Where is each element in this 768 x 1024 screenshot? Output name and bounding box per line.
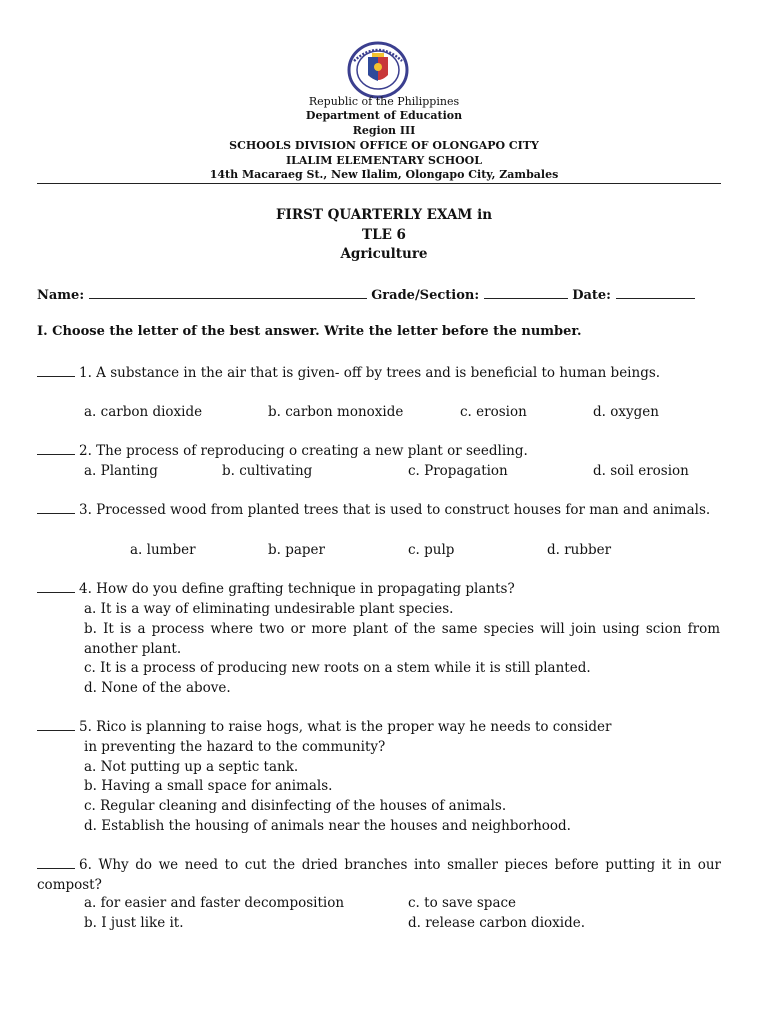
question-4 [37, 580, 721, 600]
exam-subject: TLE 6 [362, 227, 406, 243]
q3-option-c: c. pulp [408, 542, 455, 558]
q5-option-c: c. Regular cleaning and disinfecting of the houses of animals. [84, 798, 507, 814]
exam-area: Agriculture [340, 246, 428, 262]
question-6-text: 6. Why do we need to cut the dried branches into smaller pieces before putting it in our compost? [37, 857, 721, 893]
q6-option-d: d. release carbon dioxide. [408, 915, 585, 931]
q1-option-d: d. oxygen [593, 404, 659, 420]
q4-option-c: c. It is a process of producing new roots on a stem while it is still planted. [84, 660, 591, 676]
q2-option-c: c. Propagation [408, 463, 508, 479]
question-5 [37, 718, 721, 738]
name-label: Name: [37, 288, 85, 303]
q2-option-a: a. Planting [84, 463, 158, 479]
deped-seal-icon [346, 41, 410, 99]
grade-section-field[interactable] [484, 286, 568, 299]
instructions: I. Choose the letter of the best answer. Write the letter before the number. [37, 324, 582, 339]
question-1-text: 1. A substance in the air that is given- off by trees and is beneficial to human beings. [79, 365, 661, 381]
q4-option-a: a. It is a way of eliminating undesirable plant species. [84, 601, 454, 617]
header-region: Region III [352, 124, 416, 137]
question-5-text-cont: in preventing the hazard to the community? [84, 739, 386, 755]
date-label: Date: [572, 288, 611, 303]
q2-option-d: d. soil erosion [593, 463, 689, 479]
question-3 [37, 501, 721, 521]
q6-option-c: c. to save space [408, 895, 517, 911]
header-republic: Republic of the Philippines [308, 95, 460, 108]
header-divider [37, 183, 721, 184]
grade-section-label: Grade/Section: [371, 288, 480, 303]
question-2-text: 2. The process of reproducing o creating a new plant or seedling. [79, 443, 528, 459]
question-1 [37, 364, 721, 384]
header-division: SCHOOLS DIVISION OFFICE OF OLONGAPO CITY [229, 139, 539, 152]
name-field[interactable] [89, 286, 367, 299]
q4-option-b: b. It is a process where two or more plant of the same species will join using scion from another plant. [84, 621, 720, 657]
q1-option-b: b. carbon monoxide [268, 404, 404, 420]
q3-option-d: d. rubber [547, 542, 612, 558]
exam-title: FIRST QUARTERLY EXAM in [275, 207, 493, 223]
q1-option-a: a. carbon dioxide [84, 404, 203, 420]
question-4-text: 4. How do you define grafting technique in propagating plants? [79, 581, 515, 597]
answer-blank-4[interactable] [37, 580, 75, 593]
q1-option-c: c. erosion [460, 404, 527, 420]
header-school: ILALIM ELEMENTARY SCHOOL [285, 154, 482, 167]
q6-option-b: b. I just like it. [84, 915, 184, 931]
question-2 [37, 442, 721, 462]
answer-blank-5[interactable] [37, 718, 75, 731]
q3-option-a: a. lumber [130, 542, 196, 558]
student-info-line [37, 286, 721, 303]
answer-blank-1[interactable] [37, 364, 75, 377]
q5-option-d: d. Establish the housing of animals near the houses and neighborhood. [84, 818, 571, 834]
question-6 [37, 856, 721, 895]
q5-option-a: a. Not putting up a septic tank. [84, 759, 299, 775]
header-department: Department of Education [305, 109, 463, 122]
q5-option-b: b. Having a small space for animals. [84, 778, 333, 794]
q4-option-d: d. None of the above. [84, 680, 231, 696]
answer-blank-6[interactable] [37, 856, 75, 869]
answer-blank-2[interactable] [37, 442, 75, 455]
q6-option-a: a. for easier and faster decomposition [84, 895, 345, 911]
question-3-text: 3. Processed wood from planted trees that is used to construct houses for man and animals. [79, 502, 711, 518]
header-address: 14th Macaraeg St., New Ilalim, Olongapo City, Zambales [209, 168, 559, 181]
q2-option-b: b. cultivating [222, 463, 313, 479]
question-5-text: 5. Rico is planning to raise hogs, what is the proper way he needs to consider [79, 719, 612, 735]
date-field[interactable] [616, 286, 695, 299]
answer-blank-3[interactable] [37, 501, 75, 514]
q3-option-b: b. paper [268, 542, 325, 558]
